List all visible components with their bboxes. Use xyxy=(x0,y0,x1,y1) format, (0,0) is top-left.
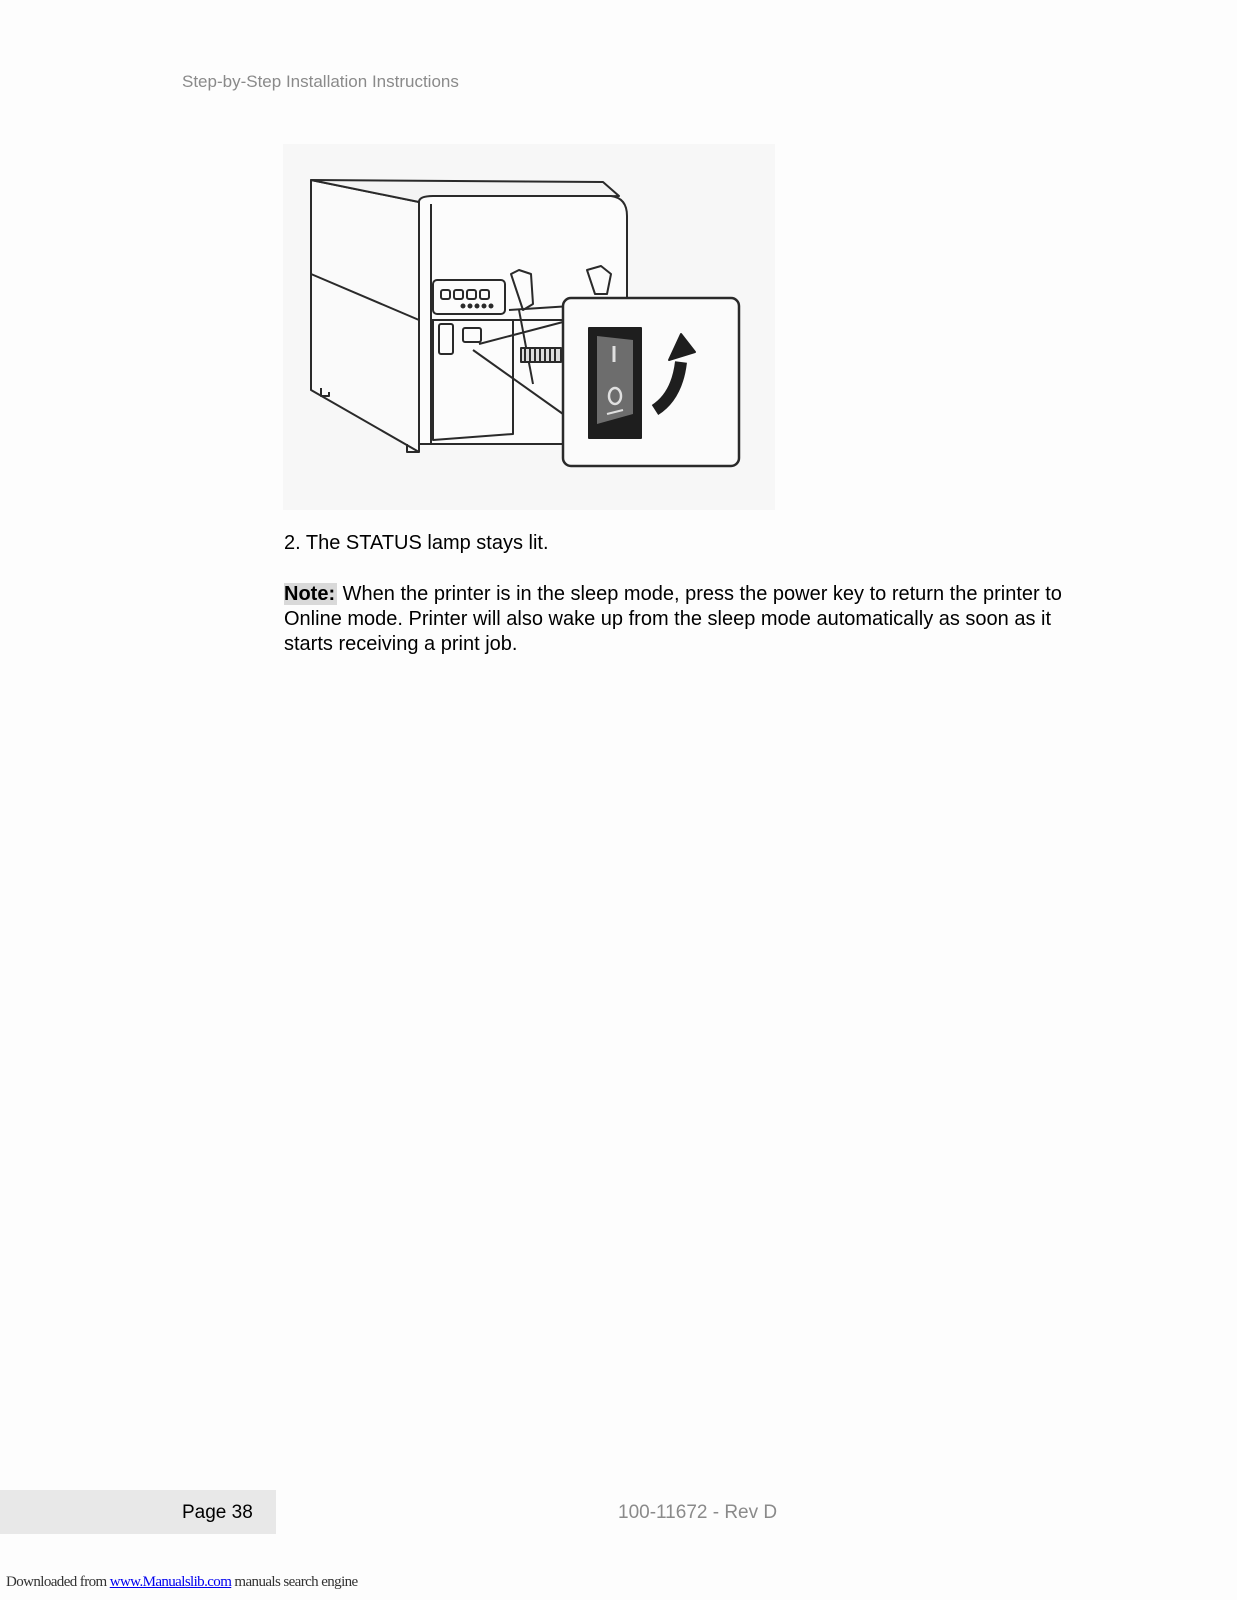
note-text: When the printer is in the sleep mode, press the power key to return the printer to Online mode. Printer will also wake up from the sleep mode automatically as soon as it starts receiving a print job. xyxy=(284,583,1062,655)
footer-suffix: manuals search engine xyxy=(231,1574,358,1590)
step-text: 2. The STATUS lamp stays lit. xyxy=(284,532,549,554)
running-head: Step-by-Step Installation Instructions xyxy=(182,72,459,91)
document-id: 100-11672 - Rev D xyxy=(618,1502,778,1523)
download-footer xyxy=(6,1574,358,1591)
page-number: Page 38 xyxy=(182,1502,253,1523)
note-label: Note: xyxy=(284,583,336,605)
note-paragraph xyxy=(284,582,1064,657)
printer-power-switch-illustration xyxy=(283,144,775,510)
manualslib-link[interactable]: www.Manualslib.com xyxy=(109,1574,232,1590)
printer-illustration-icon xyxy=(283,144,775,510)
footer-prefix: Downloaded from xyxy=(6,1574,110,1590)
